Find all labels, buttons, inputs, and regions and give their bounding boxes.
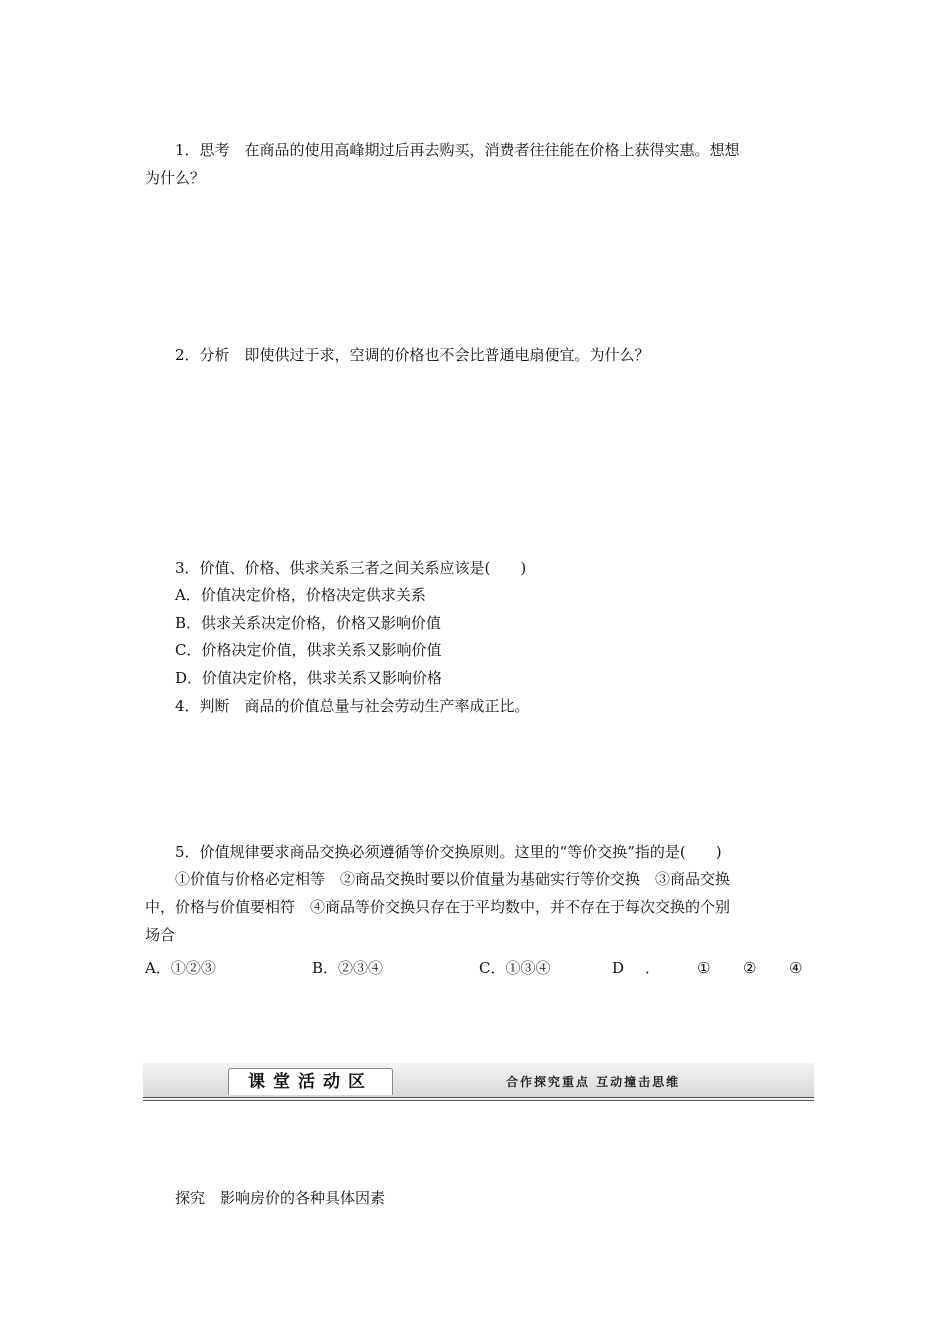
q5-choice-d-item-1: ① — [697, 959, 711, 977]
q5-choice-d-dot: ． — [645, 959, 661, 977]
section-banner — [143, 1063, 814, 1101]
q5-line-3: 中，价格与价值要相符 ④商品等价交换只存在于平均数中，并不存在于每次交换的个别 — [145, 898, 731, 916]
q5-line-4: 场合 — [145, 926, 176, 944]
q5-choice-d-item-2: ② — [743, 959, 757, 977]
section-slogan: 合作探究重点 互动撞击思维 — [506, 1075, 681, 1089]
q5-choice-b: B．②③④ — [312, 959, 384, 977]
q3-option-d: D．价值决定价格，供求关系又影响价格 — [175, 669, 443, 687]
q5-line-2: ①价值与价格必定相等 ②商品交换时要以价值量为基础实行等价交换 ③商品交换 — [175, 870, 731, 888]
explore-title: 探究 影响房价的各种具体因素 — [175, 1189, 386, 1207]
q5-choice-d-item-3: ④ — [789, 959, 803, 977]
q3-stem: 3．价值、价格、供求关系三者之间关系应该是( ) — [175, 559, 527, 577]
q5-choice-a: A．①②③ — [145, 959, 216, 977]
q3-option-c: C．价格决定价值，供求关系又影响价值 — [175, 641, 442, 659]
q3-option-a: A．价值决定价格，价格决定供求关系 — [175, 586, 426, 604]
section-title-tab: 课堂活动区 — [228, 1068, 393, 1095]
q1-line-2: 为什么？ — [145, 169, 206, 187]
q5-choice-c: C．①③④ — [479, 959, 551, 977]
q5-choice-d-letter: D — [612, 959, 625, 977]
q4-line-1: 4．判断 商品的价值总量与社会劳动生产率成正比。 — [175, 697, 530, 715]
q3-option-b: B．供求关系决定价格，价格又影响价值 — [175, 614, 442, 632]
q1-line-1: 1．思考 在商品的使用高峰期过后再去购买，消费者往往能在价格上获得实惠。想想 — [175, 141, 740, 159]
q2-line-1: 2．分析 即使供过于求，空调的价格也不会比普通电扇便宜。为什么？ — [175, 346, 650, 364]
q5-stem: 5．价值规律要求商品交换必须遵循等价交换原则。这里的“等价交换”指的是( ) — [175, 843, 722, 861]
